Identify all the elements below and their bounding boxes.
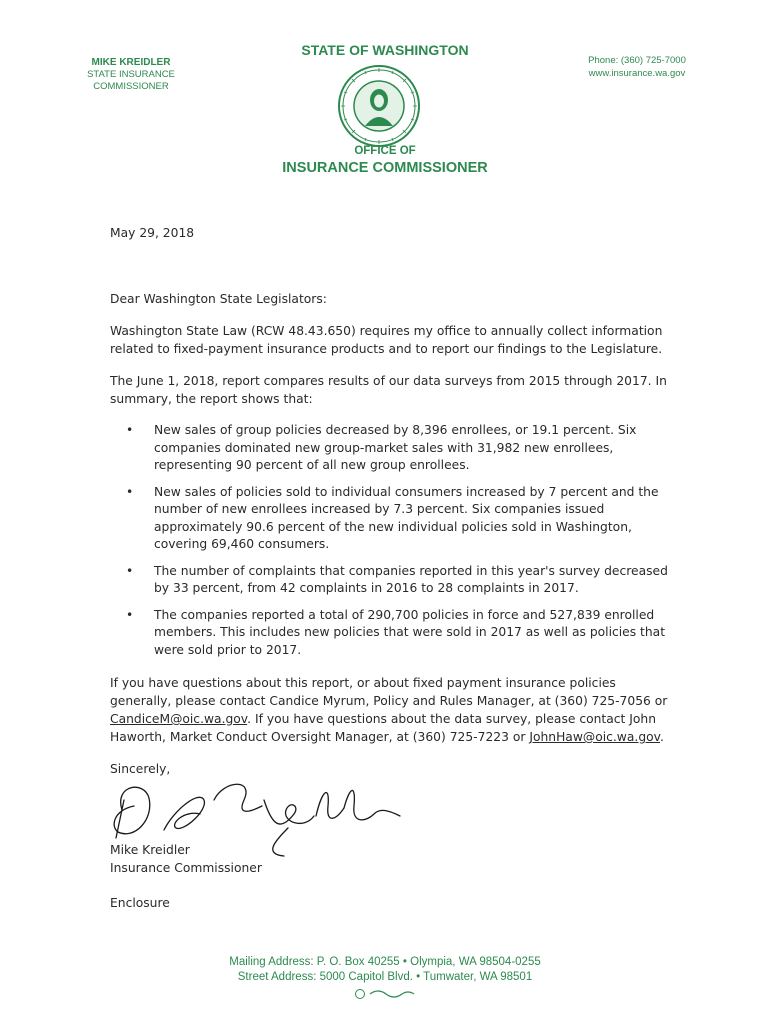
- list-item: • New sales of group policies decreased by 8,396 enrollees, or 19.1 percent. Six companies dominated new group-market sales with 31,982 new enrollees, representing 90 percent of all new group enrollees.: [126, 423, 637, 472]
- paragraph-2: The June 1, 2018, report compares results of our data surveys from 2015 through 2017. In summary, the report shows that:: [110, 374, 667, 406]
- signer-title: Insurance Commissioner: [110, 861, 262, 875]
- contact-block: [572, 54, 702, 80]
- letter-date: May 29, 2018: [110, 226, 195, 240]
- list-item: • The number of complaints that companies reported in this year's survey decreased by 33 percent, from 42 complaints in 2016 to 28 complaints in 2017.: [126, 563, 668, 595]
- list-item: • The companies reported a total of 290,700 policies in force and 527,839 enrolled members. This includes new policies that were sold in 2017 as well as policies that were sold prior to 2017.: [126, 607, 666, 657]
- commissioner-block: [52, 57, 210, 93]
- office-of-heading: OFFICE OF: [354, 145, 416, 157]
- phone-text: Phone: (360) 725-7000: [588, 55, 686, 66]
- paragraph-3: If you have questions about this report, or about fixed payment insurance policies generally, please contact Candice Myrum, Policy and Rules Manager, at (360) 725-7056 or CandiceM@oic.wa.gov. If you have questions about the data survey, please contact John Haworth, Market Conduct Oversight Manager, at (360) 725-7223 or JohnHaw@oic.wa.gov.: [110, 676, 668, 744]
- commissioner-title: STATE INSURANCE COMMISSIONER: [87, 69, 175, 92]
- email-link-candice[interactable]: CandiceM@oic.wa.gov: [110, 712, 248, 726]
- bullet-icon: •: [126, 423, 134, 437]
- salutation: Dear Washington State Legislators:: [110, 292, 327, 306]
- bullet-icon: •: [126, 563, 134, 578]
- paragraph-1: Washington State Law (RCW 48.43.650) requires my office to annually collect information related to fixed-payment insurance products and to report our findings to the Legislature.: [110, 324, 663, 356]
- enclosure-note: Enclosure: [110, 896, 170, 910]
- state-seal-icon: [337, 64, 421, 148]
- signer-name: Mike Kreidler: [110, 843, 190, 857]
- state-heading: STATE OF WASHINGTON: [301, 42, 469, 58]
- mailing-address: Mailing Address: P. O. Box 40255 • Olympia, WA 98504-0255: [229, 956, 541, 968]
- email-link-john[interactable]: JohnHaw@oic.wa.gov: [529, 730, 660, 744]
- bullet-icon: •: [126, 484, 134, 499]
- closing: Sincerely,: [110, 762, 171, 776]
- office-name-heading: INSURANCE COMMISSIONER: [282, 160, 488, 176]
- findings-list: [110, 422, 670, 668]
- bullet-icon: •: [126, 607, 134, 622]
- commissioner-name: MIKE KREIDLER: [91, 57, 171, 68]
- list-item: • New sales of policies sold to individual consumers increased by 7 percent and the number of new enrollees increased by 7.3 percent. Six companies issued approximately 90.6 percent of the new individual policies sold in Washington, covering 69,460 consumers.: [126, 484, 659, 551]
- website-link[interactable]: www.insurance.wa.gov: [588, 68, 686, 79]
- recycled-paper-icon: [354, 988, 416, 1000]
- street-address: Street Address: 5000 Capitol Blvd. • Tumwater, WA 98501: [237, 971, 533, 983]
